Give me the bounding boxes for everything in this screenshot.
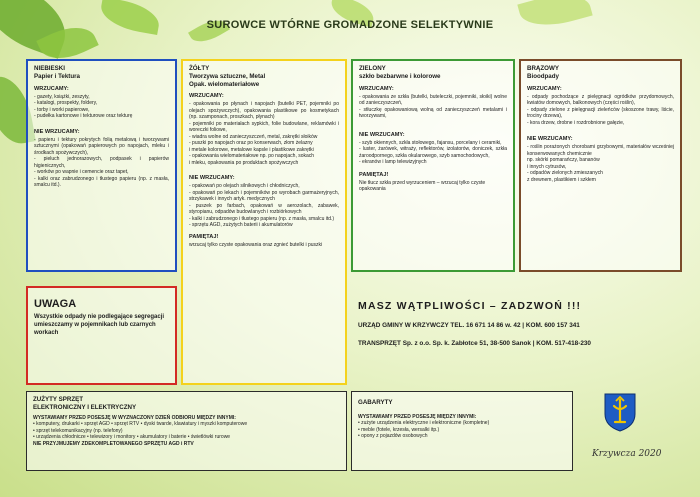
list-item: - roślin porażonych chorobami grzybowymi, materiałów wcześniej konserwowanych chemicznie bbox=[527, 144, 674, 157]
glass-reject-list bbox=[359, 140, 507, 166]
list-item: • zużyte urządzenia elektryczne i elektroniczne (kompletne) bbox=[358, 420, 490, 427]
list-item: • opony z pojazdów osobowych bbox=[358, 433, 428, 440]
electronics-list bbox=[33, 421, 340, 441]
glass-category: szkło bezbarwne i kolorowe bbox=[359, 72, 441, 80]
plastic-subcategory: Opak. wielomateriałowe bbox=[189, 80, 260, 88]
list-item: - ekranów i lamp telewizyjnych bbox=[359, 159, 427, 165]
glass-reject-header: NIE WRZUCAMY: bbox=[359, 131, 405, 138]
list-item: - opakowań po olejach silnikowych i chłodniczych, bbox=[189, 183, 300, 190]
list-item: i metale kolorowe, metalowe kapsle i plastikowe zakrętki bbox=[189, 146, 314, 153]
paper-accept-list bbox=[34, 94, 169, 120]
paper-title bbox=[34, 65, 169, 81]
bulky-box bbox=[351, 391, 573, 471]
list-item: z drewnem, plastikiem i szkłem bbox=[527, 176, 596, 183]
list-item: - wiadra wolne od zanieczyszczeń, metal, zakrętki słoików bbox=[189, 133, 318, 140]
glass-note: Nie tłucz szkła przed wyrzuceniem – wrzucaj tylko czyste opakowania bbox=[359, 179, 486, 192]
list-item: • sprzęt telekomunikacyjny (np. telefony) bbox=[33, 427, 123, 434]
list-item: - szyb okiennych, szkła stołowego, fajansu, porcelany i ceramiki, bbox=[359, 139, 502, 146]
electronics-title-line1: ZUŻYTY SPRZĘT bbox=[33, 396, 84, 403]
contact-transport: TRANSPRZĘT Sp. z o.o. Sp. k. Zabłotce 51, 38-500 Sanok | KOM. 517-418-230 bbox=[358, 340, 591, 347]
plastic-note-header: PAMIĘTAJ! bbox=[189, 233, 219, 240]
list-item: i mleku, opakowania po produktach spożywczych bbox=[189, 159, 299, 166]
bio-reject-header: NIE WRZUCAMY: bbox=[527, 136, 573, 142]
plastic-title bbox=[189, 65, 339, 88]
list-item: - kalki oraz zabrudzonego i tłustego papieru (np. z masła, smalcu itd.). bbox=[34, 175, 169, 188]
electronics-title-line2: ELEKTRONICZNY I ELEKTRYCZNY bbox=[33, 403, 137, 411]
municipality-crest bbox=[603, 392, 637, 432]
list-item: - odpady zielone z pielęgnacji zieleńców (skoszone trawy, liście, trociny drzewa), bbox=[527, 106, 674, 119]
list-item: - papieru i tektury pokrytych folią metalową i tworzywami sztucznymi (opakowań papierowych po napojach, mleku i środkach spożywczych), bbox=[34, 136, 169, 156]
list-item: - kora drzew, drobne i rozdrobnione gałęzie, bbox=[527, 119, 625, 126]
list-item: • komputery, drukarki • sprzęt AGD • sprzęt RTV • dyski twarde, klawiatury i myszki komputerowe bbox=[33, 421, 248, 427]
bio-accept-list bbox=[527, 94, 674, 127]
list-item: np. skórki pomarańczy, bananów bbox=[527, 157, 600, 163]
plastic-reject-list bbox=[189, 183, 339, 229]
list-item: - stłuczkę opakowaniową wolną od zanieczyszczeń metalami i tworzywami, bbox=[359, 106, 507, 119]
list-item: - pudełka kartonowe i tekturowe oraz tekturę bbox=[34, 113, 133, 119]
bio-title bbox=[527, 65, 674, 81]
list-item: i innych cytrusów, bbox=[527, 163, 567, 170]
list-item: - sprzętu AGD, zużytych baterii i akumulatorów bbox=[189, 222, 293, 229]
glass-accept-list bbox=[359, 94, 507, 120]
list-item: - pojemniki po materiałach sypkich, folie budowlane, reklamówki i woreczki foliowe, bbox=[189, 120, 339, 134]
list-item: - luster, żarówek, witraży, reflektorów, izolatorów, doniczek, szkła żaroodpornego, szkła okularowego, szyb samochodowych, bbox=[359, 146, 507, 159]
warning-box bbox=[26, 286, 177, 385]
contact-headline: MASZ WĄTPLIWOŚCI – ZADZWOŃ !!! bbox=[358, 300, 582, 312]
plastic-reject-header: NIE WRZUCAMY: bbox=[189, 175, 235, 182]
list-item: - puszki po napojach oraz po konserwach, złom żelazny bbox=[189, 140, 313, 147]
plastic-accept-header: WRZUCAMY: bbox=[189, 93, 224, 100]
paper-accept-header: WRZUCAMY: bbox=[34, 85, 69, 92]
glass-note-header: PAMIĘTAJ! bbox=[359, 171, 389, 178]
paper-reject-header: NIE WRZUCAMY: bbox=[34, 128, 80, 135]
glass-title bbox=[359, 65, 507, 81]
list-item: - torby i worki papierowe, bbox=[34, 106, 90, 113]
electronics-box bbox=[26, 391, 347, 471]
paper-box bbox=[26, 59, 177, 272]
list-item: - opakowania ze szkła (butelki, buteleczki, pojemniki, słoiki) wolne od zanieczyszczeń, bbox=[359, 93, 507, 106]
bio-box bbox=[519, 59, 682, 272]
electronics-lead: WYSTAWIAMY PRZED POSESJĘ W WYZNACZONY DZIEŃ ODBIORU MIĘDZY INNYMI: bbox=[33, 414, 236, 421]
plastic-color-label: ŻÓŁTY bbox=[189, 65, 210, 72]
bulky-title: GABARYTY bbox=[358, 399, 393, 406]
bio-accept-header: WRZUCAMY: bbox=[527, 85, 562, 92]
paper-reject-list bbox=[34, 137, 169, 189]
paper-color-label: NIEBIESKI bbox=[34, 65, 65, 72]
contact-office: URZĄD GMINY W KRZYWCZY TEL. 16 671 14 86 w. 42 | KOM. 600 157 341 bbox=[358, 322, 580, 329]
plastic-box bbox=[181, 59, 347, 385]
list-item: - opakowania wielomateriałowe np. po napojach, sokach bbox=[189, 153, 315, 160]
bulky-list bbox=[358, 420, 566, 440]
glass-accept-header: WRZUCAMY: bbox=[359, 85, 394, 92]
bio-reject-list bbox=[527, 144, 674, 183]
plastic-accept-list bbox=[189, 101, 339, 166]
bulky-lead: WYSTAWIAMY PRZED POSESJĘ MIĘDZY INNYMI: bbox=[358, 413, 477, 420]
list-item: - kalki i zabrudzonego i tłustego papieru (np. z masła, smalcu itd.) bbox=[189, 215, 335, 222]
bio-color-label: BRĄZOWY bbox=[527, 65, 559, 72]
list-item: - opakowań po lekach i pojemników po wyrobach garmażeryjnych, strzykawek i innych artyk. medycznych bbox=[189, 189, 339, 203]
warning-title: UWAGA bbox=[34, 298, 77, 310]
electronics-footer: NIE PRZYJMUJEMY ZDEKOMPLETOWANEGO SPRZĘTU AGD i RTV bbox=[33, 440, 194, 447]
list-item: • urządzenia chłodnicze • telewizory i monitory • akumulatory i baterie • świetlówki rurowe bbox=[33, 434, 231, 440]
list-item: - odpady pochodzące z pielęgnacji ogródków przydomowych, kwiatów domowych, balkonowych (części roślin), bbox=[527, 93, 674, 106]
list-item: - katalogi, prospekty, foldery, bbox=[34, 100, 98, 106]
list-item: - pieluch jednorazowych, podpasek i papierów higienicznych, bbox=[34, 156, 169, 169]
warning-text: Wszystkie odpady nie podlegające segregacji umieszczamy w pojemnikach lub czarnych workach bbox=[34, 314, 165, 336]
list-item: - odpadów zielonych zmieszanych bbox=[527, 170, 603, 176]
list-item: - puszek po farbach, opakowań w aerozolach, zabawek, styropianu, odpadów budowlanych i rozbiórkowych bbox=[189, 202, 339, 216]
electronics-title bbox=[33, 396, 340, 412]
glass-color-label: ZIELONY bbox=[359, 65, 386, 72]
signature: Krzywcza 2020 bbox=[592, 449, 662, 459]
bio-category: Bioodpady bbox=[527, 72, 559, 80]
page-title: SUROWCE WTÓRNE GROMADZONE SELEKTYWNIE bbox=[206, 19, 494, 31]
list-item: - worków po wapnie i cemencie oraz tapet, bbox=[34, 169, 129, 175]
glass-box bbox=[351, 59, 515, 272]
list-item: - gazety, książki, zeszyty, bbox=[34, 93, 90, 100]
plastic-category: Tworzywa sztuczne, Metal bbox=[189, 72, 266, 80]
list-item: • meble (fotele, krzesła, wersalki itp.) bbox=[358, 426, 440, 433]
list-item: - opakowania po płynach i napojach (butelki PET, pojemniki po olejach spożywczych), opakowania plastikowe po kosmetykach (np. szamponach, proszkach, płynach) bbox=[189, 101, 339, 121]
plastic-note: wrzucaj tylko czyste opakowania oraz zgnieć butelki i puszki bbox=[189, 241, 323, 248]
paper-category: Papier i Tektura bbox=[34, 72, 80, 80]
